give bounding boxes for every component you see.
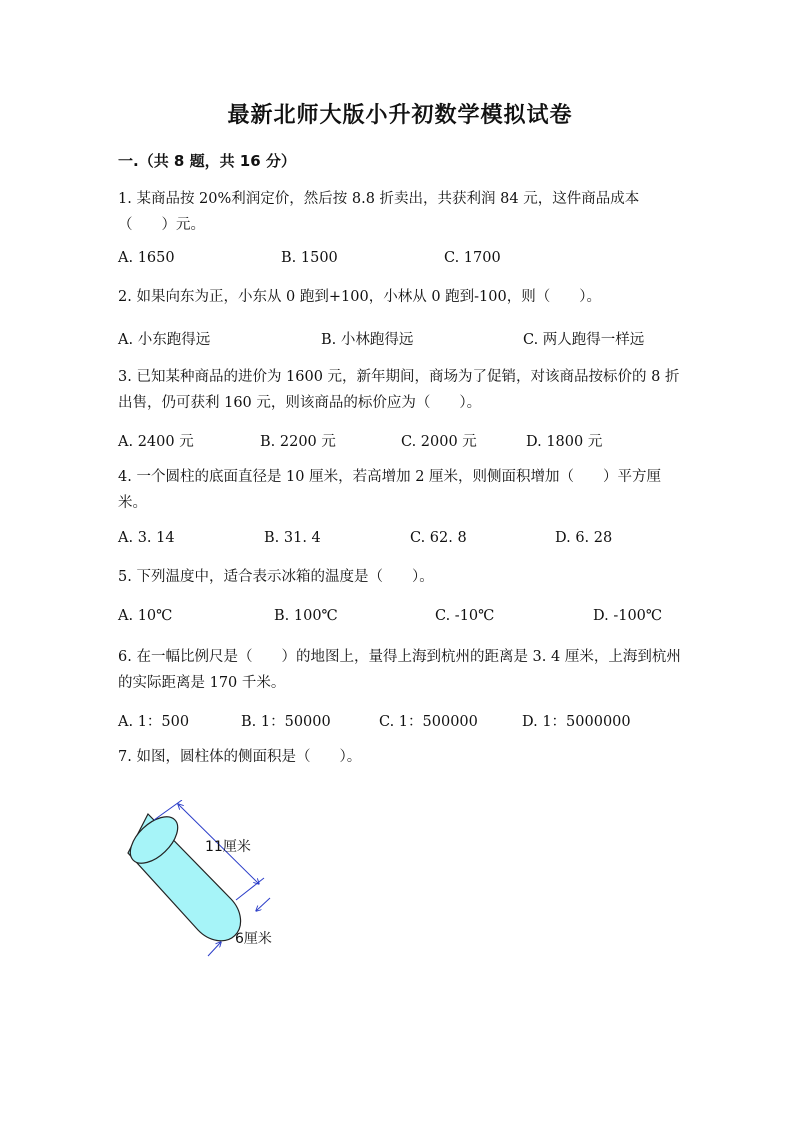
question-6: 6. 在一幅比例尺是（ ）的地图上，量得上海到杭州的距离是 3. 4 厘米，上海到杭州的实际距离是 170 千米。 (118, 649, 681, 691)
options-4 (118, 530, 698, 550)
options-1 (118, 250, 698, 270)
diameter-arrow-top (256, 898, 270, 911)
option-b[interactable]: B. 1：50000 (241, 714, 331, 730)
question-1: 1. 某商品按 20%利润定价，然后按 8.8 折卖出，共获利润 84 元，这件商品成本（ ）元。 (118, 191, 640, 233)
option-a[interactable]: A. 1650 (118, 250, 175, 266)
options-3 (118, 430, 698, 450)
option-a[interactable]: A. 10℃ (118, 608, 173, 624)
option-b[interactable]: B. 100℃ (274, 608, 338, 624)
options-2 (118, 328, 698, 348)
option-c[interactable]: C. 1：500000 (379, 714, 478, 730)
length-extension-bottom (236, 878, 264, 900)
page-title: 最新北师大版小升初数学模拟试卷 (227, 103, 573, 128)
option-b[interactable]: B. 31. 4 (264, 530, 321, 546)
question-2: 2. 如果向东为正，小东从 0 跑到+100，小林从 0 跑到-100，则（ ）。 (118, 289, 601, 305)
option-c[interactable]: C. 2000 元 (401, 434, 477, 450)
option-a[interactable]: A. 1：500 (118, 714, 190, 730)
option-c[interactable]: C. 62. 8 (410, 530, 467, 546)
options-5 (118, 608, 698, 628)
question-5: 5. 下列温度中，适合表示冰箱的温度是（ ）。 (118, 569, 434, 585)
option-c[interactable]: C. 两人跑得一样远 (523, 332, 645, 348)
option-d[interactable]: D. 6. 28 (555, 530, 613, 546)
option-b[interactable]: B. 2200 元 (260, 434, 336, 450)
options-6 (118, 710, 698, 730)
option-a[interactable]: A. 小东跑得远 (118, 332, 211, 348)
length-label: 11厘米 (205, 839, 251, 855)
option-a[interactable]: A. 2400 元 (118, 434, 194, 450)
cylinder-figure (118, 800, 298, 970)
diameter-label: 6厘米 (235, 931, 272, 947)
option-b[interactable]: B. 1500 (281, 250, 338, 266)
diameter-arrow-bottom (208, 942, 221, 956)
option-c[interactable]: C. 1700 (444, 250, 501, 266)
question-3: 3. 已知某种商品的进价为 1600 元，新年期间，商场为了促销，对该商品按标价的 8 折出售，仍可获利 160 元，则该商品的标价应为（ ）。 (118, 369, 680, 411)
cylinder-diagram (118, 800, 298, 970)
option-d[interactable]: D. 1800 元 (526, 434, 603, 450)
question-4: 4. 一个圆柱的底面直径是 10 厘米，若高增加 2 厘米，则侧面积增加（ ）平方厘米。 (118, 469, 662, 511)
option-a[interactable]: A. 3. 14 (118, 530, 175, 546)
section-heading: 一.（共 8 题，共 16 分） (118, 152, 296, 170)
option-c[interactable]: C. -10℃ (435, 608, 495, 624)
option-d[interactable]: D. -100℃ (593, 608, 663, 624)
option-b[interactable]: B. 小林跑得远 (321, 332, 414, 348)
option-d[interactable]: D. 1：5000000 (522, 714, 631, 730)
question-7: 7. 如图，圆柱体的侧面积是（ ）。 (118, 749, 362, 765)
